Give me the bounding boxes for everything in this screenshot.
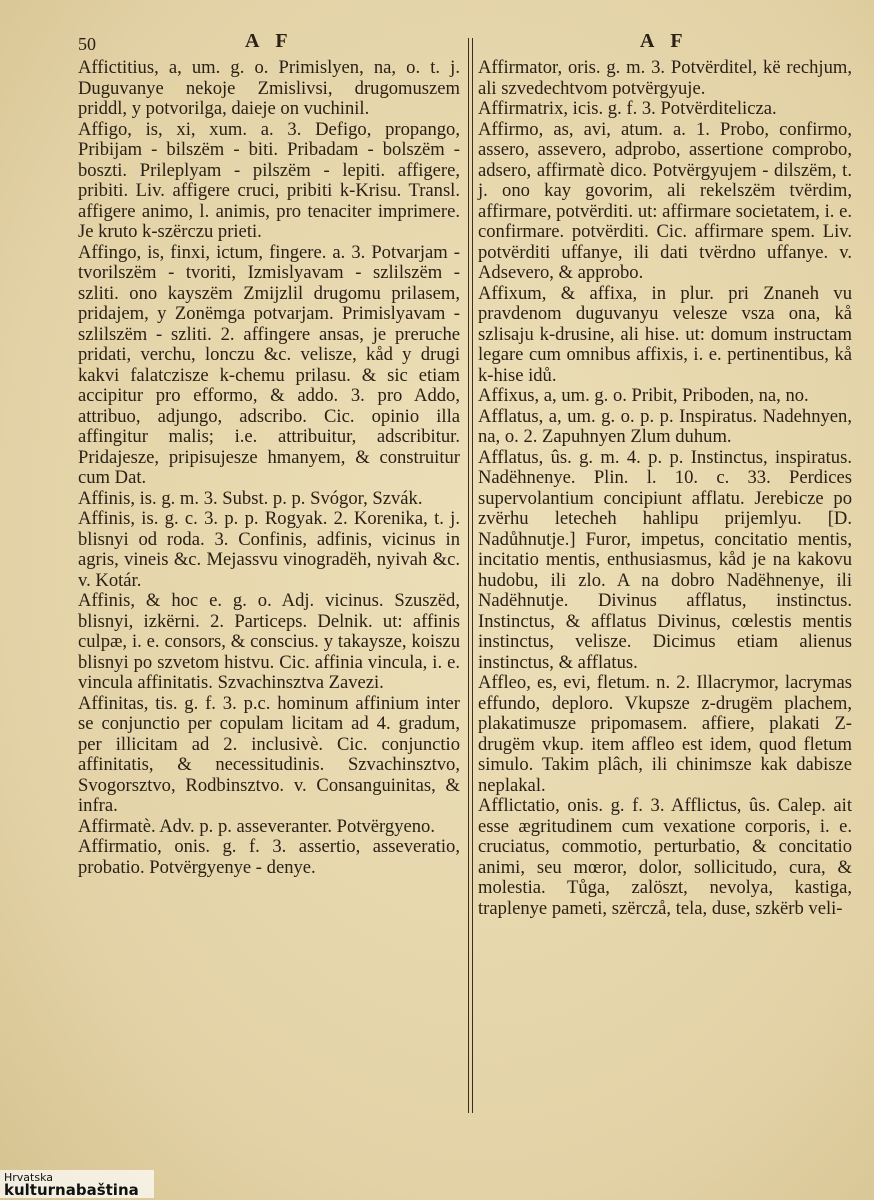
dictionary-entry: Affictitius, a, um. g. o. Primislyen, na, o. t. j. Duguvanye nekoje Zmislivsi, drugomuszem priddl, y potvorilga, daieje on vuchinil.	[78, 57, 460, 119]
dictionary-entry: Afflatus, a, um. g. o. p. p. Inspiratus. Nadehnyen, na, o. 2. Zapuhnyen Zlum duhum.	[478, 405, 852, 447]
dictionary-entry: Affinis, & hoc e. g. o. Adj. vicinus. Szuszëd, blisnyi, izkërni. 2. Particeps. Delnik. ut: affinis culpæ, i. e. consors, & conscius. y takaysze, koiszu blisnyi po szvetom histvu. Cic. affinia vincula, i. e. vincula affinitatis. Szvachinsztva Zavezi.	[78, 590, 460, 693]
dictionary-entry: Affleo, es, evi, fletum. n. 2. Illacrymor, lacrymas effundo, deploro. Vkupsze z-drugëm plachem, plakatimusze pripomasem. affiere, plakati Z-drugëm vkup. item affleo est idem, quod fletum simulo. Takim plâch, ili chinimsze kak dabisze neplakal.	[478, 672, 852, 796]
dictionary-entry: Affirmatrix, icis. g. f. 3. Potvërditelicza.	[478, 98, 777, 119]
dictionary-entry: Afflictatio, onis. g. f. 3. Afflictus, ûs. Calep. ait esse ægritudinem cum vexatione corporis, i. e. cruciatus, commotio, perturbatio, & concitatio animi, seu mœror, dolor, sollicitudo, cura, & molestia. Tůga, zalöszt, nevolya, kastiga, traplenye pameti, szërczå, tela, duse, szkërb veli-	[478, 795, 852, 919]
page-number: 50	[78, 34, 96, 54]
running-head-right: A F	[640, 30, 689, 52]
right-column	[478, 58, 852, 919]
dictionary-entry: Affixus, a, um. g. o. Pribit, Priboden, na, no.	[478, 385, 809, 406]
left-column	[78, 58, 460, 878]
dictionary-entry: Affigo, is, xi, xum. a. 3. Defigo, propango, Pribijam - bilszëm - biti. Pribadam - bolszëm - boszti. Prileplyam - pilszëm - lepiti. affigere, pribiti. Liv. affigere cruci, pribiti k-Krisu. Transl. affigere animo, l. animis, pro tenaciter imprimere. Je kruto k-szërczu prieti.	[78, 118, 460, 242]
running-head-left: A F	[245, 30, 294, 52]
watermark-line1: Hrvatska	[4, 1171, 54, 1184]
dictionary-entry: Affirmo, as, avi, atum. a. 1. Probo, confirmo, assero, assevero, adprobo, assertione comprobo, adsero, affirmatè dico. Potvërgyujem - dilszëm, t. j. ono kay govorim, ali rekelszëm tvërdim, affirmare, potvërditi. ut: affirmare societatem, i. e. confirmare. potvërditi. Cic. affirmare spem. Liv. potvërditi uffanye, ili dati tvërdno uffanye. v. Adsevero, & approbo.	[478, 118, 852, 283]
dictionary-entry: Affirmator, oris. g. m. 3. Potvërditel, kë rechjum, ali szvedechtvom potvërgyuje.	[478, 57, 852, 99]
watermark-line2: kulturnabaština	[4, 1181, 139, 1199]
dictionary-entry: Affirmatio, onis. g. f. 3. assertio, asseveratio, probatio. Potvërgyenye - denye.	[78, 836, 460, 878]
dictionary-entry: Affirmatè. Adv. p. p. asseveranter. Potvërgyeno.	[78, 815, 435, 837]
dictionary-entry: Affinis, is. g. c. 3. p. p. Rogyak. 2. Korenika, t. j. blisnyi od roda. 3. Confinis, adfinis, vicinus in agris, vineis &c. Mejassvu vinogradëh, nyivah &c. v. Kotár.	[78, 508, 460, 591]
dictionary-entry: Affinis, is. g. m. 3. Subst. p. p. Svógor, Szvák.	[78, 487, 423, 509]
dictionary-entry: Affinitas, tis. g. f. 3. p.c. hominum affinium inter se conjunctio per copulam licitam ad 4. gradum, per illicitam ad 2. inclusivè. Cic. conjunctio affinitatis, & necessitudinis. Szvachinsztvo, Svogorsztvo, Rodbinsztvo. v. Consanguinitas, & infra.	[78, 692, 460, 816]
dictionary-entry: Affingo, is, finxi, ictum, fingere. a. 3. Potvarjam - tvorilszëm - tvoriti, Izmislyavam - szlilszëm - szliti. ono kayszëm Zmijzlil drugomu prilasem, pridajem, y Zonëmga potvarjam. Primislyavam - szlilszëm - szliti. 2. affingere ansas, je preruche pridati, verchu, lonczu &c. velisze, kåd y drugi kakvi falatczisze k-chemu prilasu. & sic etiam accipitur pro efformo, & addo. 3. pro Addo, attribuo, adjungo, adscribo. Cic. opinio illa affingitur malis; i.e. attribuitur, adscribitur. Pridajesze, pripisujesze hmanyem, & construitur cum Dat.	[78, 241, 460, 488]
dictionary-entry: Affixum, & affixa, in plur. pri Znaneh vu pravdenom duguvanyu velesze vsza ona, kå szlisaju k-drusine, ali hise. ut: domum instructam legare cum omnibus affixis, i. e. pertinentibus, kå k-hise idů.	[478, 282, 852, 386]
column-divider	[468, 38, 473, 1113]
dictionary-entry: Afflatus, ûs. g. m. 4. p. p. Instinctus, inspiratus. Nadëhnenye. Plin. l. 10. c. 33. Perdices supervolantium concipiunt afflatu. Jerebicze po zvërhu letecheh hahlipu prijemlyu. [D. Nadůhnutje.] Furor, impetus, concitatio mentis, incitatio mentis, enthusiasmus, kåd je na kakovu hudobu, ili zlo. A na dobro Nadëhnenye, ili Nadëhnutje. Divinus afflatus, instinctus. Instinctus, & afflatus Divinus, cœlestis mentis instinctus, velisze. Dicimus etiam alienus instinctus, & afflatus.	[478, 446, 852, 673]
watermark-logo	[0, 1170, 154, 1198]
